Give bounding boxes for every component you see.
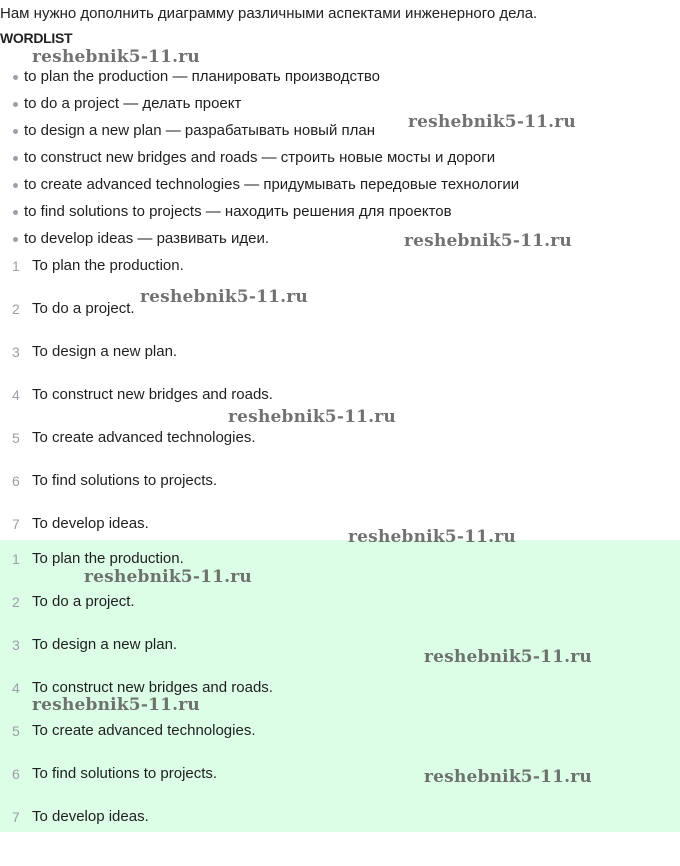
item-number: 1 (12, 551, 20, 567)
intro-text: Нам нужно дополнить диаграмму различными аспектами инженерного дела. (0, 5, 538, 22)
item-number: 6 (12, 473, 20, 489)
watermark: reshebnik5-11.ru (140, 287, 308, 307)
wordlist-item: to design a new plan — разрабатывать новый план (0, 117, 519, 144)
wordlist-item: to construct new bridges and roads — строить новые мосты и дороги (0, 144, 519, 171)
bullet-icon (13, 156, 18, 161)
item-number: 2 (12, 301, 20, 317)
item-text: To create advanced technologies. (32, 429, 256, 446)
wordlist-item: to develop ideas — развивать идеи. (0, 225, 519, 252)
watermark: reshebnik5-11.ru (408, 112, 576, 132)
item-number: 1 (12, 258, 20, 274)
bullet-icon (13, 102, 18, 107)
bullet-icon (13, 210, 18, 215)
item-text: To do a project. (32, 593, 135, 610)
item-number: 5 (12, 430, 20, 446)
wordlist-item: to plan the production — планировать производство (0, 63, 519, 90)
watermark: reshebnik5-11.ru (84, 567, 252, 587)
wordlist-title: WORDLIST (0, 30, 73, 46)
item-text: To do a project. (32, 300, 135, 317)
item-number: 6 (12, 766, 20, 782)
item-number: 4 (12, 387, 20, 403)
item-number: 5 (12, 723, 20, 739)
item-text: To design a new plan. (32, 636, 178, 653)
watermark: reshebnik5-11.ru (32, 47, 200, 67)
item-text: To construct new bridges and roads. (32, 679, 273, 696)
item-number: 4 (12, 680, 20, 696)
item-text: To construct new bridges and roads. (32, 386, 273, 403)
item-text: To find solutions to projects. (32, 472, 218, 489)
wordlist-item: to create advanced technologies — придумывать передовые технологии (0, 171, 519, 198)
bullet-icon (13, 75, 18, 80)
item-number: 7 (12, 809, 20, 825)
item-text: To develop ideas. (32, 515, 149, 532)
watermark: reshebnik5-11.ru (424, 647, 592, 667)
item-number: 7 (12, 516, 20, 532)
item-text: To design a new plan. (32, 343, 178, 360)
bullet-icon (13, 183, 18, 188)
bullet-icon (13, 129, 18, 134)
item-number: 3 (12, 637, 20, 653)
bullet-icon (13, 237, 18, 242)
item-text: To create advanced technologies. (32, 722, 256, 739)
item-text: To develop ideas. (32, 808, 149, 825)
wordlist-item: to find solutions to projects — находить решения для проектов (0, 198, 519, 225)
watermark: reshebnik5-11.ru (32, 695, 200, 715)
watermark: reshebnik5-11.ru (348, 527, 516, 547)
wordlist-item: to do a project — делать проект (0, 90, 519, 117)
item-text: To plan the production. (32, 550, 184, 567)
watermark: reshebnik5-11.ru (424, 767, 592, 787)
watermark: reshebnik5-11.ru (228, 407, 396, 427)
watermark: reshebnik5-11.ru (404, 231, 572, 251)
wordlist (0, 63, 519, 252)
item-number: 2 (12, 594, 20, 610)
item-number: 3 (12, 344, 20, 360)
item-text: To plan the production. (32, 257, 184, 274)
item-text: To find solutions to projects. (32, 765, 218, 782)
